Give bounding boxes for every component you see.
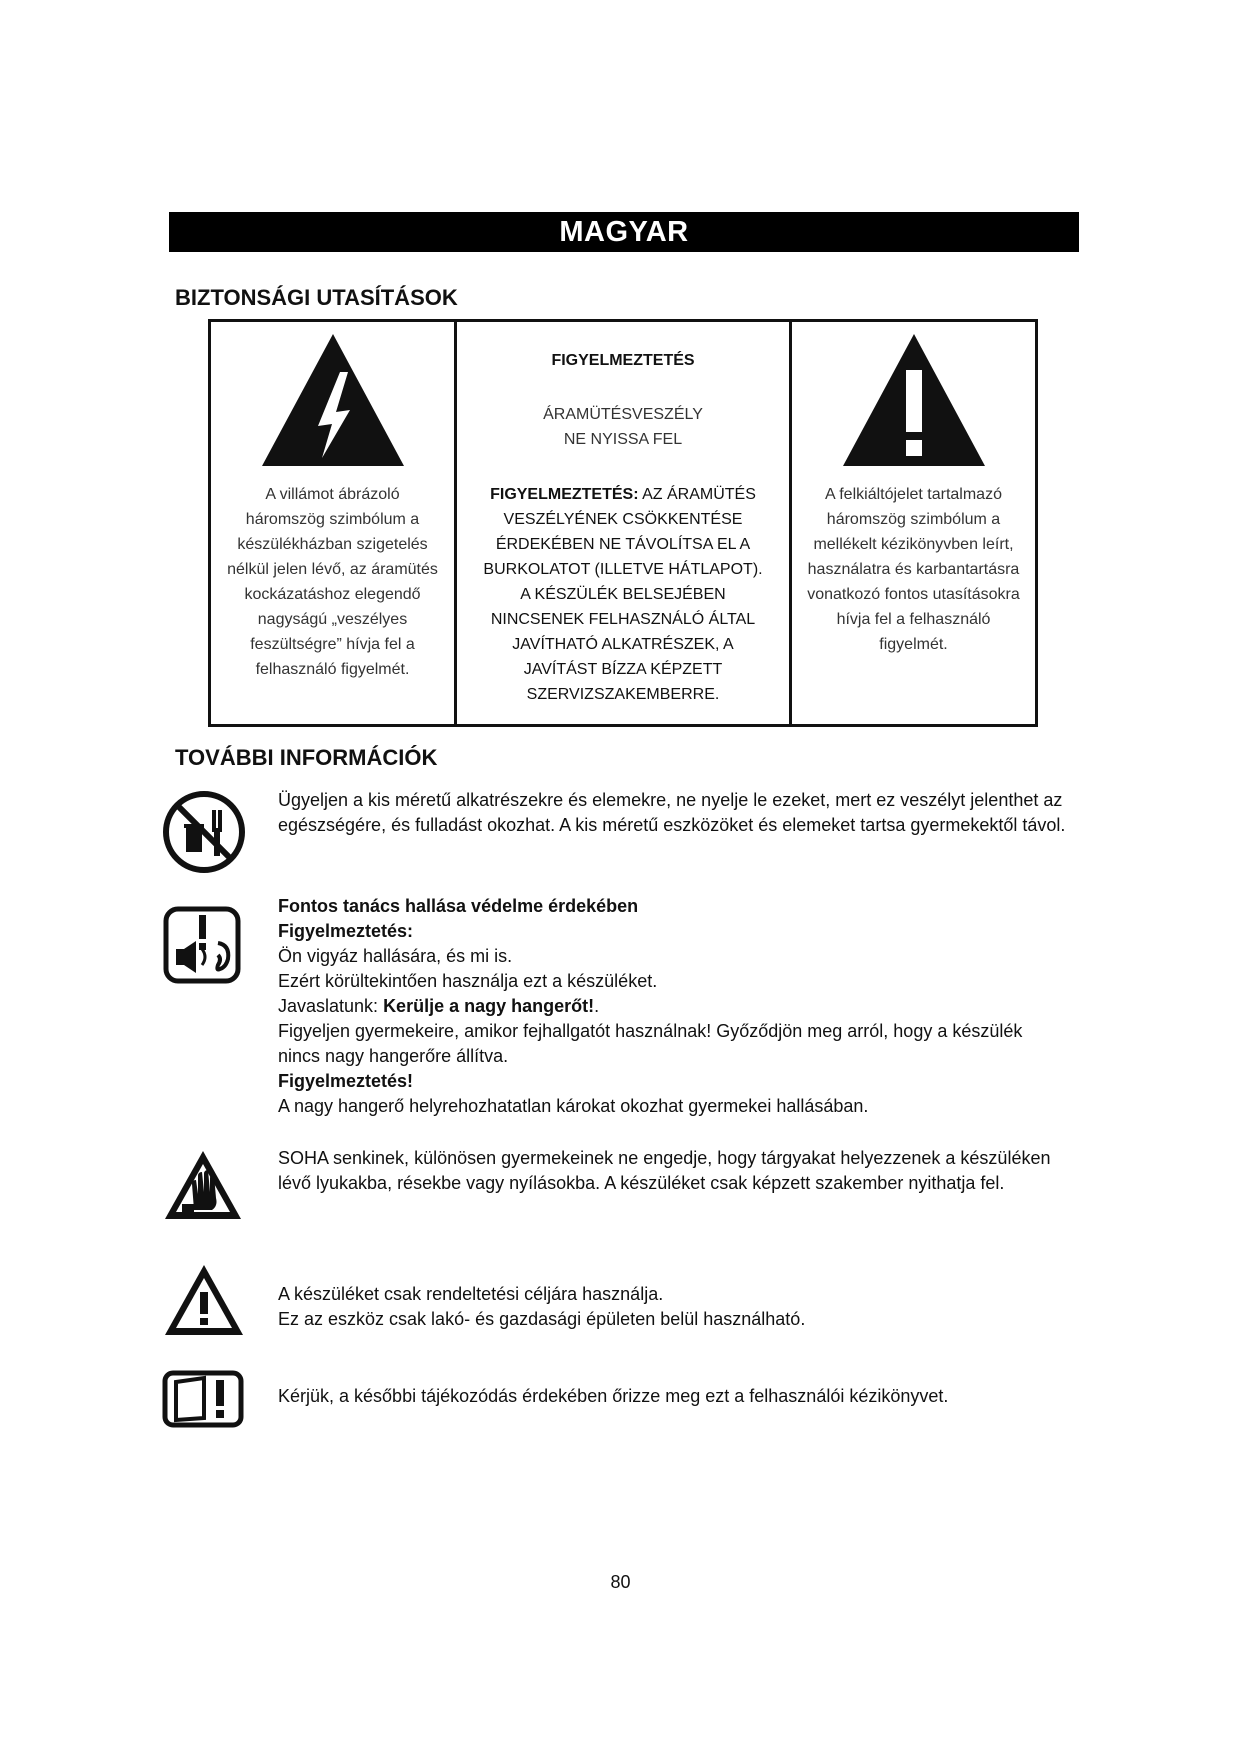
paragraph: A készüléket csak rendeltetési céljára használja. [278,1284,664,1304]
paragraph: Ezért körültekintően használja ezt a készüléket. [278,971,658,991]
paragraph: Ön vigyáz hallására, és mi is. [278,946,513,966]
warning-table [208,319,1038,727]
text-line: feszültségre” hívja fel a [250,636,415,653]
text-line: A felkiáltójelet tartalmazó [825,486,1002,503]
text-line: VESZÉLYÉNEK CSÖKKENTÉSE [503,511,743,528]
advice-bold: Kerülje a nagy hangerőt! [383,996,595,1016]
page-number: 80 [610,1572,631,1592]
text-line: vonatkozó fontos utasításokra [807,586,1020,603]
text-line: JAVÍTHATÓ ALKATRÉSZEK, A [512,636,734,653]
warning-description [461,482,785,707]
openings-text [278,1146,1068,1196]
hearing-warning-label: Figyelmeztetés: [278,921,414,941]
hand-warning-icon [162,1148,244,1222]
text-line: ÉRDEKÉBEN NE TÁVOLÍTSA EL A [495,536,751,553]
paragraph: SOHA senkinek, különösen gyermekeinek ne engedje, hogy tárgyakat helyezzenek a készüléken lévő lyukakba, résekbe vagy nyílásokba. A készüléket csak képzett szakember nyithatja fel. [278,1148,1051,1193]
text-line: felhasználó figyelmét. [255,661,410,678]
text-line: ÁRAMÜTÉSVESZÉLY [543,406,703,423]
small-parts-text [278,788,1068,838]
paragraph: A nagy hangerő helyrehozhatatlan károkat okozhat gyermekei hallásában. [278,1096,869,1116]
text-line: nagyságú „veszélyes [257,611,408,628]
no-eating-icon [162,790,246,874]
text-line: BURKOLATOT (ILLETVE HÁTLAPOT). [483,561,763,578]
text-line: készülékházban szigetelés [237,536,428,553]
intended-use-text [278,1282,1068,1332]
lightning-triangle-icon [258,330,408,470]
safety-heading: BIZTONSÁGI UTASÍTÁSOK [175,285,458,310]
text-line: A KÉSZÜLÉK BELSEJÉBEN [520,586,726,603]
manual-text [278,1384,1068,1409]
hearing-section [278,894,1068,1119]
text-line: háromszög szimbólum a [826,511,1001,528]
hearing-warning-icon [162,905,242,985]
text-line: figyelmét. [879,636,948,653]
lightning-description [215,482,450,682]
warning-lead: FIGYELMEZTETÉS: [490,486,639,503]
text-line: SZERVIZSZAKEMBERRE. [526,686,720,703]
text-line: hívja fel a felhasználó [836,611,991,628]
text-line: nélkül jelen lévő, az áramütés [227,561,438,578]
text-line: mellékelt kézikönyvben leírt, [813,536,1014,553]
warning-subtitle [457,402,789,452]
paragraph: Ez az eszköz csak lakó- és gazdasági épületen belül használható. [278,1309,806,1329]
text-line: használatra és karbantartásra [807,561,1020,578]
warning-title: FIGYELMEZTETÉS [551,352,695,369]
warning-col-exclamation [792,322,1035,724]
paragraph: Kérjük, a későbbi tájékozódás érdekében őrizze meg ezt a felhasználói kézikönyvet. [278,1386,949,1406]
caution-triangle-icon [162,1262,246,1338]
info-heading: TOVÁBBI INFORMÁCIÓK [175,745,438,770]
text-line: NE NYISSA FEL [563,431,683,448]
exclamation-description [796,482,1031,657]
text-line: kockázatáshoz elegendő [244,586,421,603]
warning-col-lightning [211,322,457,724]
advice-line [278,994,1068,1019]
hearing-title: Fontos tanács hallása védelme érdekében [278,896,639,916]
text-line: JAVÍTÁST BÍZZA KÉPZETT [523,661,723,678]
advice-label: Javaslatunk: [278,996,384,1016]
hearing-warning2-label: Figyelmeztetés! [278,1071,414,1091]
paragraph: Figyeljen gyermekeire, amikor fejhallgatót használnak! Győződjön meg arról, hogy a készülék nincs nagy hangerőre állítva. [278,1021,1023,1066]
manual-book-icon [162,1370,244,1428]
text-span: AZ ÁRAMÜTÉS [638,486,756,503]
text-line: A villámot ábrázoló [265,486,400,503]
text-line: háromszög szimbólum a [245,511,420,528]
warning-col-middle [457,322,792,724]
text-line: NINCSENEK FELHASZNÁLÓ ÁLTAL [490,611,756,628]
exclamation-triangle-icon [839,330,989,470]
text-line [461,482,785,507]
paragraph: Ügyeljen a kis méretű alkatrészekre és elemekre, ne nyelje le ezeket, mert ez veszélyt jelenthet az egészségére, és fulladást okozhat. A kis méretű eszközöket és elemeket tartsa gyermekektől távol. [278,790,1066,835]
language-banner: MAGYAR [169,212,1079,252]
advice-end: . [594,996,600,1016]
